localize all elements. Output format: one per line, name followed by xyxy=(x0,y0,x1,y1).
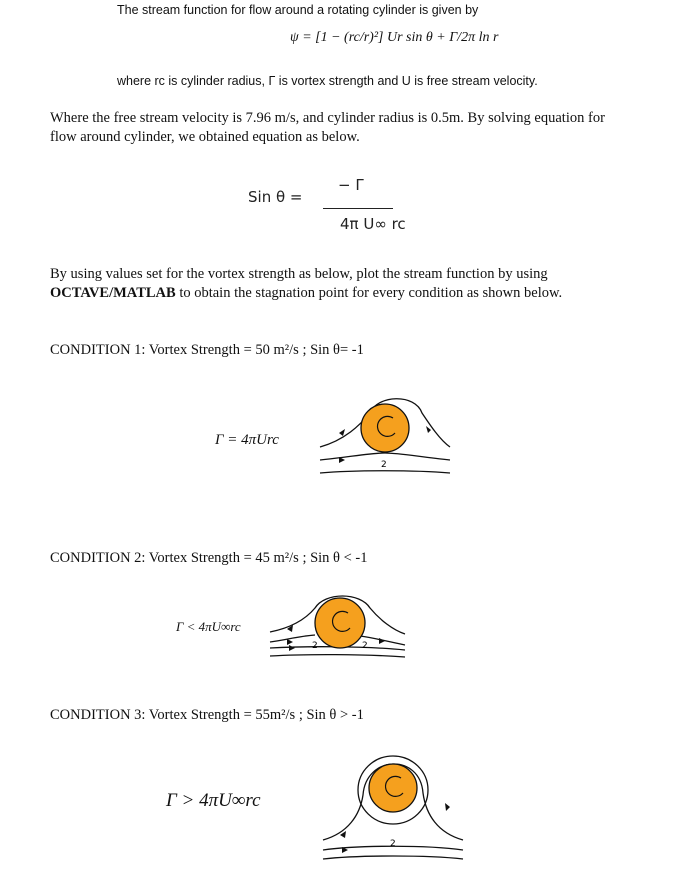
arrow-icon xyxy=(445,803,450,811)
equation-text: ψ = [1 − (rc/r)²] Ur sin θ + Γ/2π ln r xyxy=(290,30,499,45)
instructions-part2: to obtain the stagnation point for every condition as shown below. xyxy=(179,285,563,301)
instructions-bold: OCTAVE/MATLAB xyxy=(50,285,176,301)
stagnation-mark: 2 xyxy=(381,460,387,470)
streamline-lower-2 xyxy=(270,655,405,657)
handwritten-numerator: − Γ xyxy=(338,176,364,194)
rotating-cylinder xyxy=(369,764,417,812)
stagnation-mark: 2 xyxy=(390,839,396,849)
paragraph-instructions xyxy=(50,265,630,303)
arrow-icon xyxy=(287,639,293,645)
condition-3-diagram xyxy=(318,745,468,865)
instructions-part1: By using values set for the vortex strength as below, plot the stream function by using xyxy=(50,266,548,282)
arrow-icon xyxy=(379,638,385,644)
arrow-icon xyxy=(339,429,345,436)
condition-1-diagram xyxy=(315,385,455,480)
arrow-icon xyxy=(289,645,295,651)
handwritten-denominator: 4π U∞ rc xyxy=(340,215,406,233)
rotating-cylinder xyxy=(361,404,409,452)
streamline-lower xyxy=(323,856,463,859)
definitions-text: where rc is cylinder radius, Γ is vortex strength and U is free stream velocity. xyxy=(117,74,538,88)
arrow-icon xyxy=(426,426,431,433)
intro-sentence: The stream function for flow around a rotating cylinder is given by xyxy=(117,3,479,17)
condition-2-relation: Γ < 4πU∞rc xyxy=(176,619,241,634)
condition-2-label: CONDITION 2: Vortex Strength = 45 m²/s ; Sin θ < -1 xyxy=(50,550,368,566)
stream-function-equation xyxy=(290,30,498,46)
condition-2-diagram xyxy=(265,590,410,660)
condition-1-relation: Γ = 4πUrc xyxy=(215,432,279,448)
stagnation-mark-right: 2 xyxy=(362,641,368,651)
handwritten-lhs: Sin θ = xyxy=(248,188,303,206)
rotating-cylinder xyxy=(315,598,365,648)
condition-3-relation: Γ > 4πU∞rc xyxy=(166,790,261,811)
condition-3-label: CONDITION 3: Vortex Strength = 55m²/s ; Sin θ > -1 xyxy=(50,707,364,723)
stagnation-mark-left: 2 xyxy=(312,641,318,651)
streamline-lower xyxy=(320,471,450,473)
paragraph-velocity: Where the free stream velocity is 7.96 m/s, and cylinder radius is 0.5m. By solving equation for flow around cylinder, we obtained equation as below. xyxy=(50,110,605,145)
condition-1-label: CONDITION 1: Vortex Strength = 50 m²/s ; Sin θ= -1 xyxy=(50,342,364,358)
fraction-bar xyxy=(323,208,393,209)
